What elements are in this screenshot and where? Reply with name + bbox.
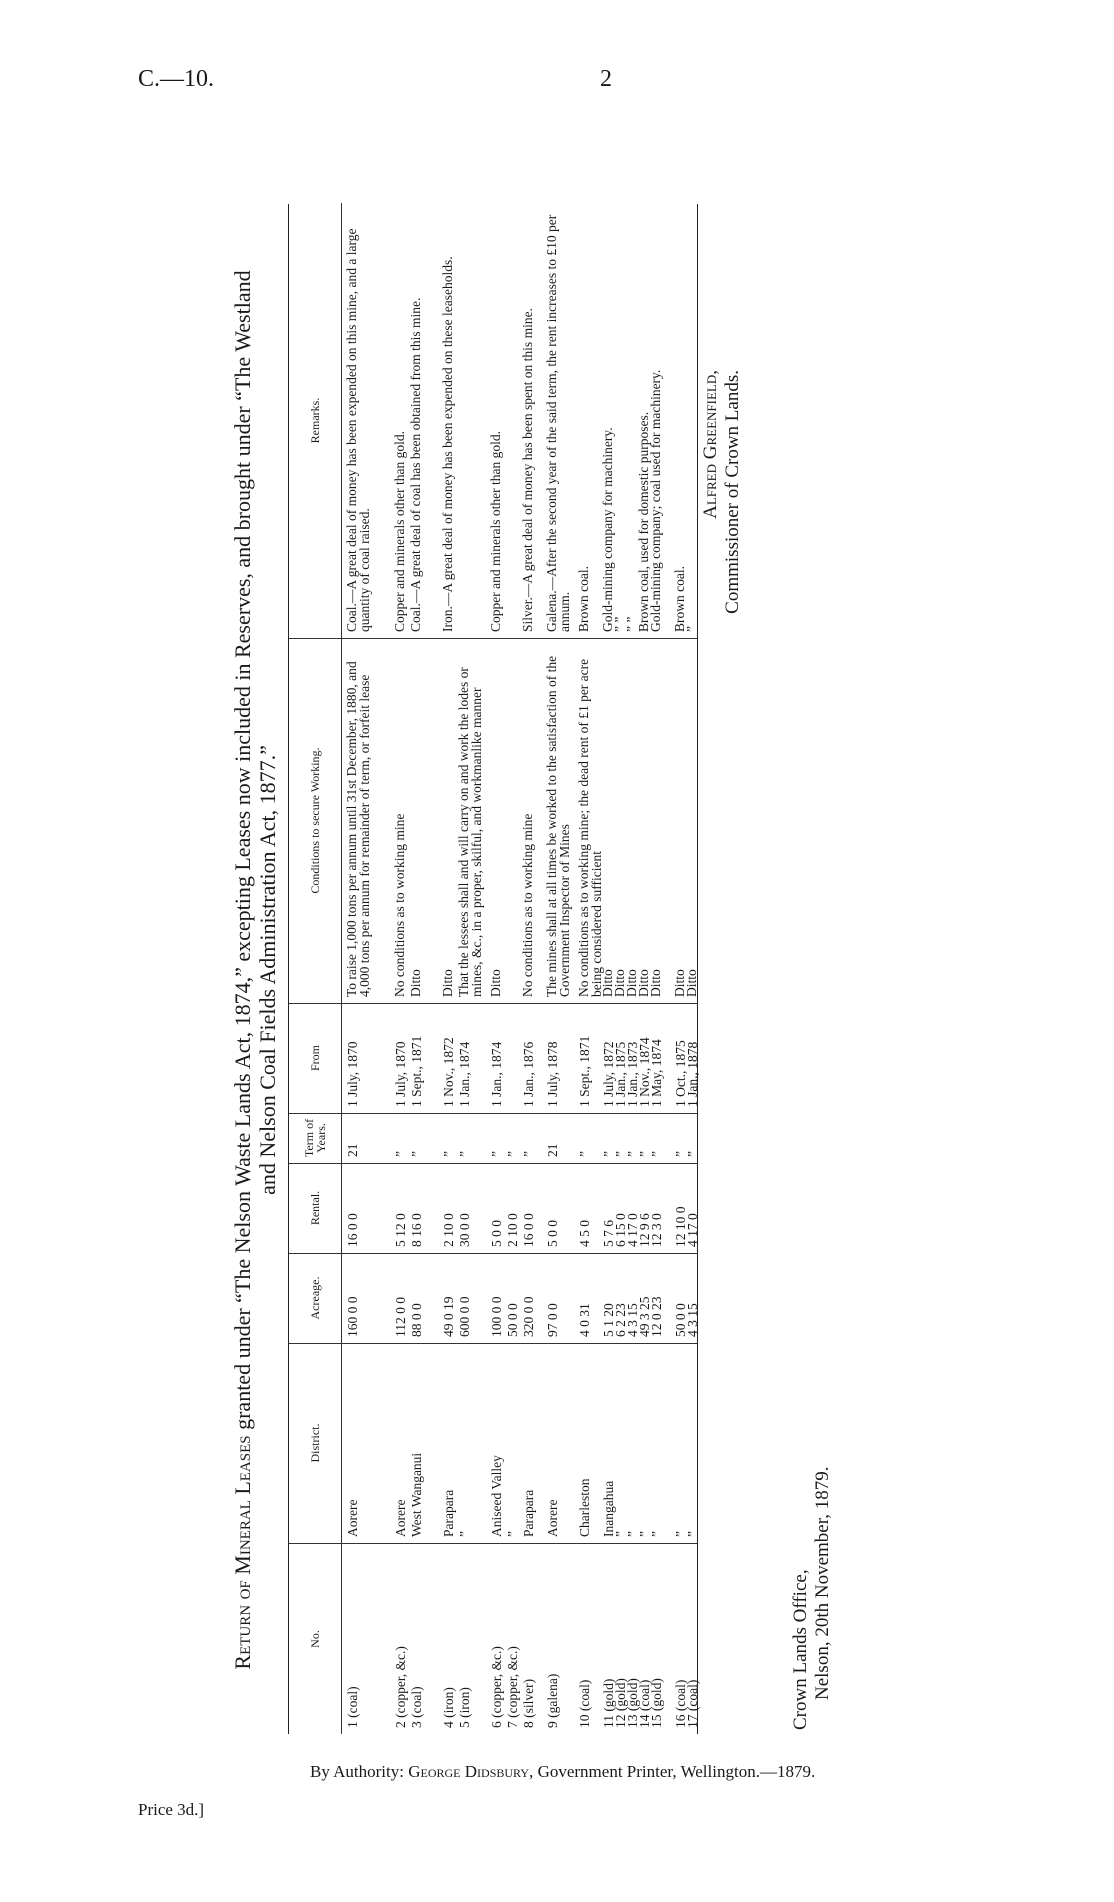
header-rental: Rental. xyxy=(289,1163,342,1253)
cell-rental: 16 0 0 xyxy=(521,1213,536,1247)
cell-conditions: Ditto xyxy=(648,969,663,997)
cell-district: ” xyxy=(649,1531,664,1537)
cell-rental: 5 0 0 xyxy=(489,1220,504,1247)
cell-rental: 4 17 0 xyxy=(625,1213,640,1247)
cell-remarks: Silver.—A great deal of money has been spent on this mine. xyxy=(520,308,535,632)
cell-term: ” xyxy=(521,1151,536,1157)
cell-district: Aorere xyxy=(545,1499,560,1537)
cell-from: 1 July, 1870 xyxy=(345,1041,360,1107)
header-remarks: Remarks. xyxy=(289,203,342,638)
cell-no: 16 (coal) xyxy=(673,1679,688,1728)
cell-no: 3 (coal) xyxy=(409,1686,424,1728)
document-title xyxy=(230,190,280,1750)
document-reference: C.—10. xyxy=(138,66,215,92)
cell-acreage: 160 0 0 xyxy=(345,1296,360,1337)
cell-no: 5 (iron) xyxy=(457,1687,472,1728)
cell-term: ” xyxy=(637,1151,652,1157)
col-remarks xyxy=(289,203,697,639)
cell-rental: 4 5 0 xyxy=(577,1220,592,1247)
cell-acreage: 97 0 0 xyxy=(545,1303,560,1337)
cell-district: Inangahua xyxy=(601,1480,616,1537)
cell-term: ” xyxy=(649,1151,664,1157)
cell-from: 1 Jan., 1876 xyxy=(521,1041,536,1107)
cell-no: 1 (coal) xyxy=(345,1686,360,1728)
cell-acreage: 320 0 0 xyxy=(521,1296,536,1337)
cell-conditions: Ditto xyxy=(636,969,651,997)
cell-conditions: Ditto xyxy=(408,969,423,997)
cell-acreage: 4 3 15 xyxy=(625,1303,640,1337)
cell-rental: 2 10 0 xyxy=(441,1213,456,1247)
cell-remarks: Gold-mining company for machinery. xyxy=(600,427,615,632)
col-from xyxy=(289,1003,700,1114)
cell-rental: 2 10 0 xyxy=(505,1213,520,1247)
cell-district: Aorere xyxy=(393,1499,408,1537)
cell-term: ” xyxy=(457,1151,472,1157)
cell-term: ” xyxy=(409,1151,424,1157)
cell-remarks: Coal.—A great deal of coal has been obtained from this mine. xyxy=(408,297,423,632)
cell-acreage: 49 3 25 xyxy=(637,1296,652,1337)
cell-remarks: ” ” xyxy=(612,616,627,632)
cell-no: 8 (silver) xyxy=(521,1678,536,1728)
cell-remarks: Copper and minerals other than gold. xyxy=(392,431,407,632)
cell-term: ” xyxy=(441,1151,456,1157)
cell-district: Aniseed Valley xyxy=(489,1455,504,1537)
col-conditions xyxy=(289,638,697,1004)
cell-acreage: 100 0 0 xyxy=(489,1296,504,1337)
cell-district: Aorere xyxy=(345,1499,360,1537)
cell-acreage: 50 0 0 xyxy=(673,1303,688,1337)
cell-conditions: Ditto xyxy=(612,969,627,997)
cell-acreage: 88 0 0 xyxy=(409,1303,424,1337)
cell-conditions: No conditions as to working mine xyxy=(392,813,407,997)
header-term: Term of Years. xyxy=(289,1113,342,1163)
cell-from: 1 Sept., 1871 xyxy=(577,1035,592,1107)
cell-term: ” xyxy=(577,1151,592,1157)
header-district: District. xyxy=(289,1343,342,1543)
cell-district: ” xyxy=(505,1531,520,1537)
cell-rental: 4 17 0 xyxy=(685,1213,700,1247)
cell-remarks: Galena.—After the second year of the said term, the rent increases to £10 per annum. xyxy=(544,214,572,632)
cell-acreage: 5 1 20 xyxy=(601,1303,616,1337)
cell-term: 21 xyxy=(345,1143,360,1157)
cell-remarks: Copper and minerals other than gold. xyxy=(488,431,503,632)
cell-acreage: 50 0 0 xyxy=(505,1303,520,1337)
cell-no: 13 (gold) xyxy=(625,1678,640,1728)
price-note: Price 3d.] xyxy=(138,1800,205,1819)
cell-remarks: ” ” xyxy=(624,616,639,632)
cell-rental: 16 0 0 xyxy=(345,1213,360,1247)
signatory-name: Alfred Greenfield, xyxy=(700,370,721,519)
col-term xyxy=(289,1113,700,1164)
cell-remarks: Brown coal, used for domestic purposes. xyxy=(636,411,651,632)
cell-from: 1 May, 1874 xyxy=(649,1039,664,1107)
cell-no: 12 (gold) xyxy=(613,1678,628,1728)
authority-line xyxy=(310,1762,815,1782)
cell-from: 1 Jan., 1875 xyxy=(613,1041,628,1107)
col-acreage xyxy=(289,1253,700,1344)
cell-term: ” xyxy=(673,1151,688,1157)
printer-rest: Government Printer, Wellington.—1879. xyxy=(537,1762,816,1781)
title-line-2: and Nelson Coal Fields Administration Act, 1877.” xyxy=(255,745,280,1195)
cell-rental: 12 9 6 xyxy=(637,1213,652,1247)
header-acreage: Acreage. xyxy=(289,1253,342,1343)
cell-district: West Wanganui xyxy=(409,1452,424,1537)
cell-rental: 12 10 0 xyxy=(673,1206,688,1247)
cell-rental: 12 3 0 xyxy=(649,1213,664,1247)
cell-from: 1 Jan., 1874 xyxy=(489,1041,504,1107)
cell-term: ” xyxy=(601,1151,616,1157)
cell-conditions: That the lessees shall and will carry on and work the lodes or mines, &c., in a proper, skilful, and workmanlike manner xyxy=(456,667,484,997)
rotated-return-table-block xyxy=(230,190,870,1750)
cell-term: 21 xyxy=(545,1143,560,1157)
cell-rental: 30 0 0 xyxy=(457,1213,472,1247)
cell-remarks: Gold-mining company; coal used for machinery. xyxy=(648,369,663,632)
cell-district: Parapara xyxy=(521,1489,536,1537)
authority-prefix: By Authority: xyxy=(310,1762,404,1781)
cell-remarks: Brown coal. xyxy=(672,566,687,632)
cell-from: 1 July, 1872 xyxy=(601,1041,616,1107)
cell-no: 2 (copper, &c.) xyxy=(393,1646,408,1728)
cell-conditions: Ditto xyxy=(440,969,455,997)
cell-from: 1 July, 1870 xyxy=(393,1041,408,1107)
signature-block xyxy=(700,370,744,750)
title-line-1 xyxy=(230,190,255,1750)
cell-conditions: Ditto xyxy=(600,969,615,997)
cell-from: 1 Nov., 1872 xyxy=(441,1037,456,1107)
cell-from: 1 Jan., 1874 xyxy=(457,1041,472,1107)
leases-table xyxy=(288,204,698,1734)
cell-conditions: The mines shall at all times be worked to the satisfaction of the Government Inspector of Mines xyxy=(544,655,572,997)
cell-no: 9 (galena) xyxy=(545,1673,560,1728)
cell-term: ” xyxy=(489,1151,504,1157)
header-conditions: Conditions to secure Working. xyxy=(289,638,342,1003)
cell-from: 1 Oct., 1875 xyxy=(673,1040,688,1107)
cell-no: 17 (coal) xyxy=(685,1679,700,1728)
cell-acreage: 4 3 15 xyxy=(685,1303,700,1337)
cell-acreage: 112 0 0 xyxy=(393,1297,408,1337)
cell-district: Charleston xyxy=(577,1478,592,1537)
cell-from: 1 Jan., 1878 xyxy=(685,1041,700,1107)
header-no: No. xyxy=(289,1544,342,1734)
printer-name: George Didsbury, xyxy=(408,1762,534,1781)
title-text: granted under “The Nelson Waste Lands Act, 1874,” excepting Leases now included in Reserves, and brought under “The Westland xyxy=(230,270,255,1430)
cell-rental: 6 15 0 xyxy=(613,1213,628,1247)
cell-conditions: Ditto xyxy=(684,969,699,997)
cell-no: 6 (copper, &c.) xyxy=(489,1646,504,1728)
cell-no: 15 (gold) xyxy=(649,1678,664,1728)
cell-district: ” xyxy=(457,1531,472,1537)
office-line-2: Nelson, 20th November, 1879. xyxy=(812,1466,833,1700)
cell-acreage: 12 0 23 xyxy=(649,1296,664,1337)
cell-rental: 8 16 0 xyxy=(409,1213,424,1247)
cell-acreage: 6 2 23 xyxy=(613,1303,628,1337)
cell-acreage: 4 0 31 xyxy=(577,1303,592,1337)
cell-term: ” xyxy=(625,1151,640,1157)
cell-conditions: No conditions as to working mine xyxy=(520,813,535,997)
cell-no: 7 (copper, &c.) xyxy=(505,1646,520,1728)
col-district xyxy=(289,1343,700,1544)
cell-no: 11 (gold) xyxy=(601,1678,616,1728)
cell-no: 10 (coal) xyxy=(577,1679,592,1728)
title-caps: Return of Mineral Leases xyxy=(230,1435,255,1670)
cell-district: Parapara xyxy=(441,1489,456,1537)
col-rental xyxy=(289,1163,700,1254)
cell-acreage: 600 0 0 xyxy=(457,1296,472,1337)
cell-term: ” xyxy=(393,1151,408,1157)
cell-rental: 5 0 0 xyxy=(545,1220,560,1247)
cell-district: ” xyxy=(685,1531,700,1537)
cell-remarks: Brown coal. xyxy=(576,566,591,632)
cell-remarks: ” xyxy=(684,626,699,632)
cell-district: ” xyxy=(613,1531,628,1537)
cell-remarks: Coal.—A great deal of money has been expended on this mine, and a large quantity of coal raised. xyxy=(344,228,372,632)
cell-conditions: Ditto xyxy=(488,969,503,997)
cell-acreage: 49 0 19 xyxy=(441,1296,456,1337)
cell-from: 1 Jan., 1873 xyxy=(625,1041,640,1107)
cell-term: ” xyxy=(613,1151,628,1157)
cell-district: ” xyxy=(637,1531,652,1537)
cell-no: 14 (coal) xyxy=(637,1679,652,1728)
cell-district: ” xyxy=(673,1531,688,1537)
header-from: From xyxy=(289,1003,342,1113)
office-address xyxy=(790,1466,834,1730)
cell-from: 1 July, 1878 xyxy=(545,1041,560,1107)
cell-remarks: Iron.—A great deal of money has been expended on these leaseholds. xyxy=(440,256,455,632)
cell-conditions: No conditions as to working mine; the dead rent of £1 per acre being considered sufficient xyxy=(576,658,604,997)
page-number: 2 xyxy=(600,66,612,92)
cell-conditions: Ditto xyxy=(672,969,687,997)
cell-rental: 5 12 0 xyxy=(393,1213,408,1247)
cell-conditions: To raise 1,000 tons per annum until 31st December, 1880, and 4,000 tons per annum for remainder of term, or forfeit lease xyxy=(344,661,372,997)
cell-from: 1 Sept., 1871 xyxy=(409,1035,424,1107)
cell-conditions: Ditto xyxy=(624,969,639,997)
cell-term: ” xyxy=(685,1151,700,1157)
office-line-1: Crown Lands Office, xyxy=(790,1569,811,1730)
cell-district: ” xyxy=(625,1531,640,1537)
cell-rental: 5 7 6 xyxy=(601,1220,616,1247)
cell-from: 1 Nov., 1874 xyxy=(637,1037,652,1107)
cell-no: 4 (iron) xyxy=(441,1687,456,1728)
cell-term: ” xyxy=(505,1151,520,1157)
signatory-title: Commissioner of Crown Lands. xyxy=(722,370,743,614)
col-no xyxy=(289,1544,700,1734)
